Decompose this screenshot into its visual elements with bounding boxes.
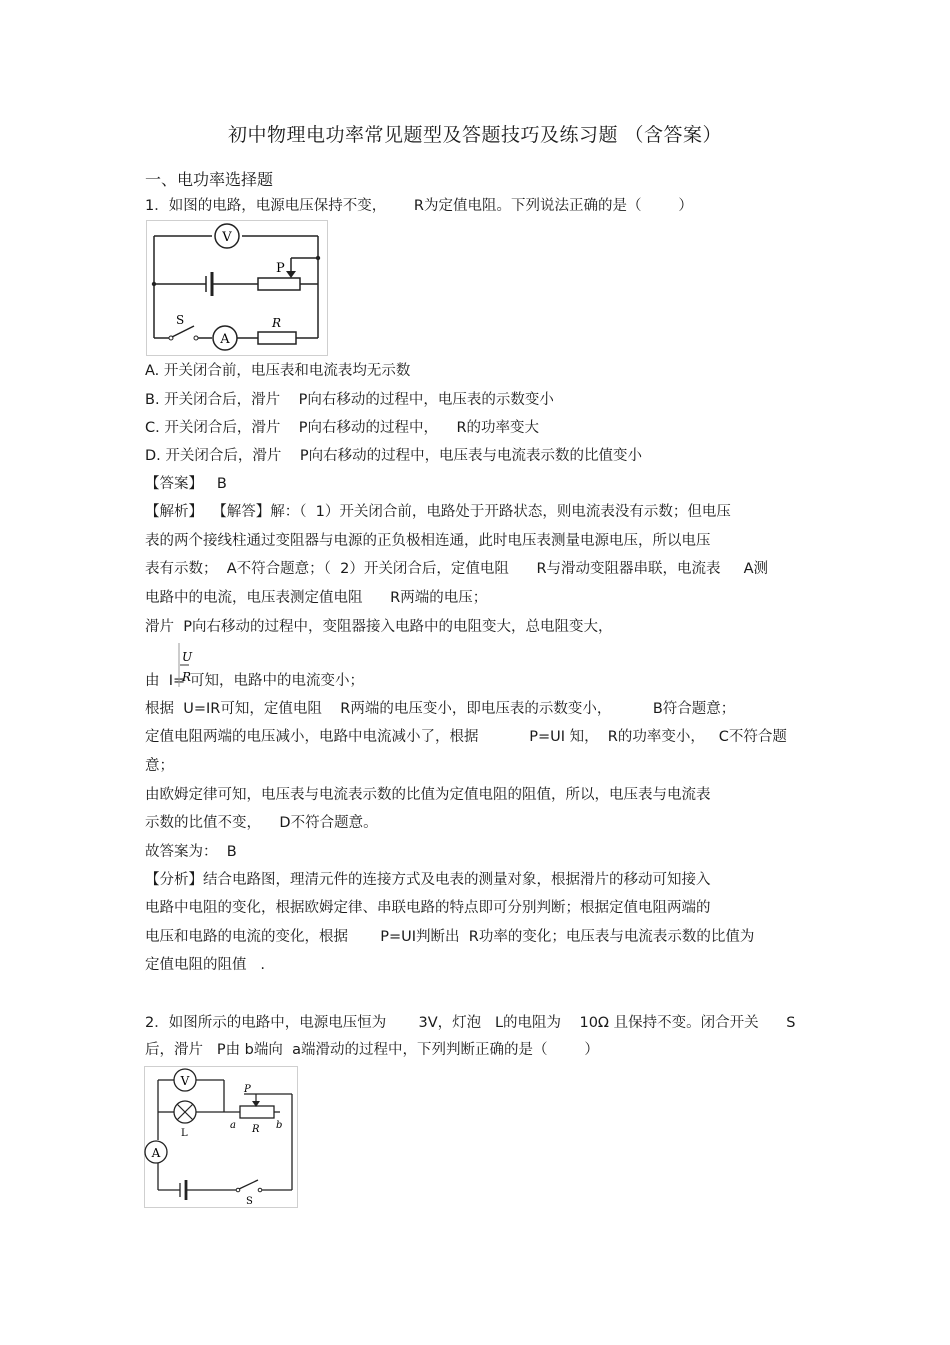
svg-text:L: L xyxy=(181,1128,188,1139)
svg-text:A: A xyxy=(220,332,230,347)
resistor-icon xyxy=(258,332,296,344)
q1-option-b: B. 开关闭合后，滑片 P向右移动的过程中，电压表的示数变小 xyxy=(145,392,554,408)
rheostat-icon xyxy=(258,278,300,290)
page-title: 初中物理电功率常见题型及答题技巧及练习题 （含答案） xyxy=(227,124,723,146)
q2-stem-line: 后，滑片 P由 b端向 a端滑动的过程中，下列判断正确的是（ ） xyxy=(145,1042,599,1058)
svg-text:P: P xyxy=(244,1084,251,1095)
q2-circuit-figure xyxy=(144,1066,298,1208)
q1-comment-line: 定值电阻的阻值 . xyxy=(145,957,265,973)
q2-stem-line: 2．如图所示的电路中，电源电压恒为 3V，灯泡 L的电阻为 10Ω 且保持不变。闭合开关 S xyxy=(145,1015,796,1031)
rheostat-icon xyxy=(240,1106,274,1118)
q1-option-a: A. 开关闭合前，电压表和电流表均无示数 xyxy=(145,363,411,379)
svg-text:A: A xyxy=(151,1146,161,1160)
q1-analysis-line: 表有示数； A不符合题意；（ 2）开关闭合后，定值电阻 R与滑动变阻器串联，电流表 A测 xyxy=(145,561,769,577)
svg-text:b: b xyxy=(276,1120,283,1131)
q1-analysis-line: 表的两个接线柱通过变阻器与电源的正负极相连通，此时电压表测量电源电压，所以电压 xyxy=(145,533,711,549)
svg-text:S: S xyxy=(246,1196,253,1207)
q1-option-c: C. 开关闭合后，滑片 P向右移动的过程中， R的功率变大 xyxy=(145,420,540,436)
q1-comment-line: 电路中电阻的变化，根据欧姆定律、串联电路的特点即可分别判断；根据定值电阻两端的 xyxy=(145,900,711,916)
q1-analysis-line: 滑片 P向右移动的过程中，变阻器接入电路中的电阻变大，总电阻变大， xyxy=(145,619,613,635)
svg-text:P: P xyxy=(276,261,285,276)
svg-text:R: R xyxy=(182,670,192,684)
q1-analysis-line: 意； xyxy=(145,758,174,774)
q1-analysis-line: 由 I= xyxy=(145,673,186,689)
q1-analysis-line: 示数的比值不变， D不符合题意。 xyxy=(145,815,378,831)
q1-analysis-line: 由欧姆定律可知，电压表与电流表示数的比值为定值电阻的阻值，所以，电压表与电流表 xyxy=(145,787,711,803)
q1-final-answer: 故答案为： B xyxy=(145,844,237,860)
q1-answer: 【答案】 B xyxy=(145,476,227,492)
q1-analysis-line: 可知，电路中的电流变小； xyxy=(190,673,364,689)
q1-analysis-line: 定值电阻两端的电压减小，电路中电流减小了，根据 P=UI 知， R的功率变小， C不符合题 xyxy=(145,729,787,745)
svg-text:R: R xyxy=(252,1124,260,1135)
ohms-law-fraction xyxy=(178,641,193,689)
q1-option-d: D. 开关闭合后，滑片 P向右移动的过程中，电压表与电流表示数的比值变小 xyxy=(145,448,643,464)
svg-text:S: S xyxy=(176,313,185,327)
switch-icon xyxy=(172,326,194,337)
q1-comment-line: 电压和电路的电流的变化，根据 P=UI判断出 R功率的变化；电压表与电流表示数的比值为 xyxy=(145,929,755,945)
q1-analysis-line: 【解析】 【解答】解：（ 1）开关闭合前，电路处于开路状态，则电流表没有示数；但电压 xyxy=(145,504,731,520)
q1-comment-line: 【分析】结合电路图，理清元件的连接方式及电表的测量对象，根据滑片的移动可知接入 xyxy=(145,872,711,888)
q1-analysis-line: 根据 U=IR可知，定值电阻 R两端的电压变小，即电压表的示数变小， B符合题意； xyxy=(145,701,736,717)
section-heading: 一、电功率选择题 xyxy=(145,170,274,189)
q1-analysis-line: 电路中的电流，电压表测定值电阻 R两端的电压； xyxy=(145,590,488,606)
svg-text:U: U xyxy=(182,650,193,664)
switch-icon xyxy=(239,1180,258,1189)
svg-text:R: R xyxy=(272,316,282,330)
q1-stem: 1．如图的电路，电源电压保持不变， R为定值电阻。下列说法正确的是（ ） xyxy=(145,198,693,214)
svg-text:a: a xyxy=(230,1120,236,1131)
svg-text:V: V xyxy=(222,230,232,245)
svg-text:V: V xyxy=(180,1074,190,1088)
q1-circuit-figure xyxy=(146,220,328,356)
